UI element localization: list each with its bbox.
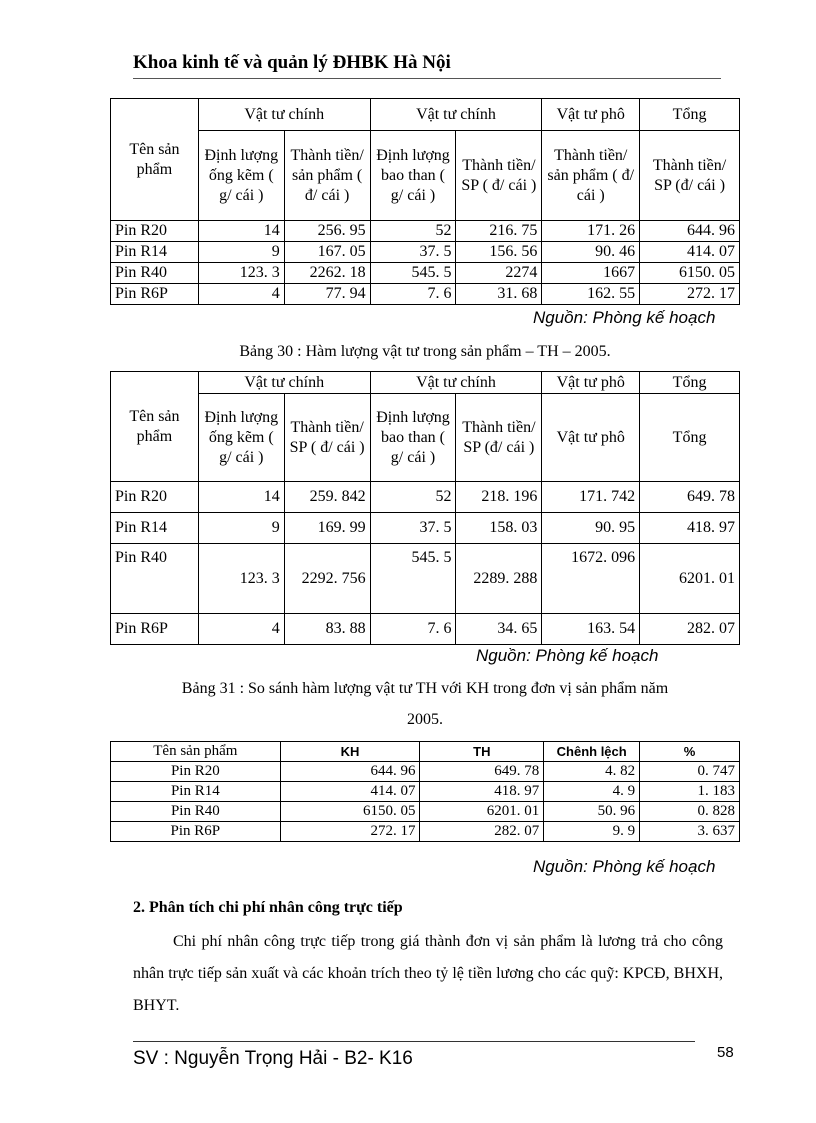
cell: 1. 183	[640, 782, 740, 802]
footer-divider	[133, 1041, 695, 1042]
cell: 2274	[456, 263, 542, 284]
cell: 37. 5	[370, 242, 456, 263]
cell: 282. 07	[640, 614, 740, 645]
cell: 414. 07	[640, 242, 740, 263]
table-row	[111, 263, 740, 284]
cell: 9. 9	[544, 822, 640, 842]
cell: 545. 5	[370, 544, 456, 614]
cell: 52	[370, 221, 456, 242]
group-aux-material: Vật tư phô	[542, 99, 640, 131]
table3-caption-line2: 2005.	[407, 711, 443, 728]
group-main-material-a: Vật tư chính	[198, 372, 370, 394]
header-divider	[133, 78, 721, 79]
cell: 4	[198, 284, 284, 305]
cell: 90. 46	[542, 242, 640, 263]
cell: 77. 94	[284, 284, 370, 305]
cell: 6201. 01	[640, 544, 740, 614]
cell: 644. 96	[640, 221, 740, 242]
cell: 418. 97	[640, 513, 740, 544]
table3-source: Nguồn: Phòng kế hoạch	[533, 857, 716, 876]
sub-aux-material: Vật tư phô	[542, 394, 640, 482]
cell: Pin R20	[111, 221, 199, 242]
footer-author: SV : Nguyễn Trọng Hải - B2- K16	[133, 1048, 413, 1069]
sub-carbon-quantity: Định lượng bao than ( g/ cái )	[370, 394, 456, 482]
cell: 545. 5	[370, 263, 456, 284]
cell: 83. 88	[284, 614, 370, 645]
group-total: Tổng	[640, 372, 740, 394]
table-material-plan	[110, 98, 740, 305]
cell: 162. 55	[542, 284, 640, 305]
cell: Pin R20	[111, 762, 281, 782]
sub-amount-b: Thành tiền/ SP ( đ/ cái )	[456, 131, 542, 221]
cell: 644. 96	[280, 762, 420, 782]
table1-source: Nguồn: Phòng kế hoạch	[533, 308, 716, 327]
table-comparison	[110, 741, 740, 842]
cell: 0. 828	[640, 802, 740, 822]
cell: 163. 54	[542, 614, 640, 645]
sub-amount-a: Thành tiền/ SP ( đ/ cái )	[284, 394, 370, 482]
header-plan: KH	[280, 742, 420, 762]
table-material-actual	[110, 371, 740, 645]
sub-amount-a: Thành tiền/ sản phẩm ( đ/ cái )	[284, 131, 370, 221]
table-row	[111, 822, 740, 842]
group-main-material-b: Vật tư chính	[370, 372, 542, 394]
cell: 50. 96	[544, 802, 640, 822]
sub-amount-b: Thành tiền/ SP (đ/ cái )	[456, 394, 542, 482]
cell: Pin R20	[111, 482, 199, 513]
table-row	[111, 513, 740, 544]
cell: Pin R6P	[111, 822, 281, 842]
cell: 649. 78	[640, 482, 740, 513]
cell: 123. 3	[198, 544, 284, 614]
cell: 167. 05	[284, 242, 370, 263]
section-paragraph: Chi phí nhân công trực tiếp trong giá thành đơn vị sản phẩm là lương trả cho công nhân trực tiếp sản xuất và các khoản trích theo tỷ lệ tiền lương cho các quỹ: KPCĐ, BHXH, BHYT.	[133, 933, 723, 1014]
cell: 171. 742	[542, 482, 640, 513]
table-row	[111, 284, 740, 305]
table3-caption-line1: Bảng 31 : So sánh hàm lượng vật tư TH với KH trong đơn vị sản phẩm năm	[181, 680, 669, 697]
group-aux-material: Vật tư phô	[542, 372, 640, 394]
col-product-header: Tên sản phẩm	[111, 99, 199, 221]
cell: 272. 17	[280, 822, 420, 842]
cell: 282. 07	[420, 822, 544, 842]
section-heading: 2. Phân tích chi phí nhân công trực tiếp	[133, 899, 403, 916]
cell: 216. 75	[456, 221, 542, 242]
cell: 6201. 01	[420, 802, 544, 822]
cell: 256. 95	[284, 221, 370, 242]
header-difference: Chênh lệch	[544, 742, 640, 762]
cell: 158. 03	[456, 513, 542, 544]
sub-carbon-quantity: Định lượng bao than ( g/ cái )	[370, 131, 456, 221]
table-row	[111, 482, 740, 513]
cell: 14	[198, 482, 284, 513]
sub-zinc-quantity: Định lượng ống kẽm ( g/ cái )	[198, 131, 284, 221]
cell: 9	[198, 513, 284, 544]
cell: 2262. 18	[284, 263, 370, 284]
header-percent: %	[640, 742, 740, 762]
cell: 6150. 05	[280, 802, 420, 822]
sub-amount-total: Thành tiền/ SP (đ/ cái )	[640, 131, 740, 221]
cell: 9	[198, 242, 284, 263]
table2-source: Nguồn: Phòng kế hoạch	[476, 646, 659, 665]
cell: 123. 3	[198, 263, 284, 284]
cell: 7. 6	[370, 614, 456, 645]
cell: Pin R6P	[111, 614, 199, 645]
table-row	[111, 221, 740, 242]
cell: 6150. 05	[640, 263, 740, 284]
cell: 7. 6	[370, 284, 456, 305]
cell: Pin R6P	[111, 284, 199, 305]
cell: 414. 07	[280, 782, 420, 802]
cell: 34. 65	[456, 614, 542, 645]
table-row	[111, 614, 740, 645]
cell: 4	[198, 614, 284, 645]
cell: Pin R14	[111, 513, 199, 544]
header-actual: TH	[420, 742, 544, 762]
cell: 169. 99	[284, 513, 370, 544]
table-row	[111, 802, 740, 822]
cell: 272. 17	[640, 284, 740, 305]
cell: 14	[198, 221, 284, 242]
table-row	[111, 242, 740, 263]
cell: Pin R40	[111, 802, 281, 822]
cell: 171. 26	[542, 221, 640, 242]
col-product-header: Tên sản phẩm	[111, 372, 199, 482]
cell: 90. 95	[542, 513, 640, 544]
cell: Pin R14	[111, 782, 281, 802]
cell: 2289. 288	[456, 544, 542, 614]
table2-caption: Bảng 30 : Hàm lượng vật tư trong sản phẩm – TH – 2005.	[239, 343, 611, 360]
cell: 4. 82	[544, 762, 640, 782]
cell: 31. 68	[456, 284, 542, 305]
page-header-title: Khoa kinh tế và quản lý ĐHBK Hà Nội	[133, 52, 451, 73]
cell: 418. 97	[420, 782, 544, 802]
header-product: Tên sản phẩm	[111, 742, 281, 762]
cell: 218. 196	[456, 482, 542, 513]
cell: 1672. 096	[542, 544, 640, 614]
cell: Pin R40	[111, 263, 199, 284]
sub-total: Tổng	[640, 394, 740, 482]
cell: 4. 9	[544, 782, 640, 802]
cell: 259. 842	[284, 482, 370, 513]
group-main-material-a: Vật tư chính	[198, 99, 370, 131]
table-row	[111, 782, 740, 802]
cell: 0. 747	[640, 762, 740, 782]
group-main-material-b: Vật tư chính	[370, 99, 542, 131]
cell: 156. 56	[456, 242, 542, 263]
cell: 2292. 756	[284, 544, 370, 614]
cell: Pin R40	[111, 544, 199, 614]
cell: 1667	[542, 263, 640, 284]
cell: 3. 637	[640, 822, 740, 842]
table-row	[111, 544, 740, 614]
sub-zinc-quantity: Định lượng ống kẽm ( g/ cái )	[198, 394, 284, 482]
cell: 52	[370, 482, 456, 513]
group-total: Tổng	[640, 99, 740, 131]
cell: 37. 5	[370, 513, 456, 544]
table-row	[111, 762, 740, 782]
page-number: 58	[717, 1044, 734, 1061]
sub-amount-aux: Thành tiền/ sản phẩm ( đ/ cái )	[542, 131, 640, 221]
cell: Pin R14	[111, 242, 199, 263]
cell: 649. 78	[420, 762, 544, 782]
